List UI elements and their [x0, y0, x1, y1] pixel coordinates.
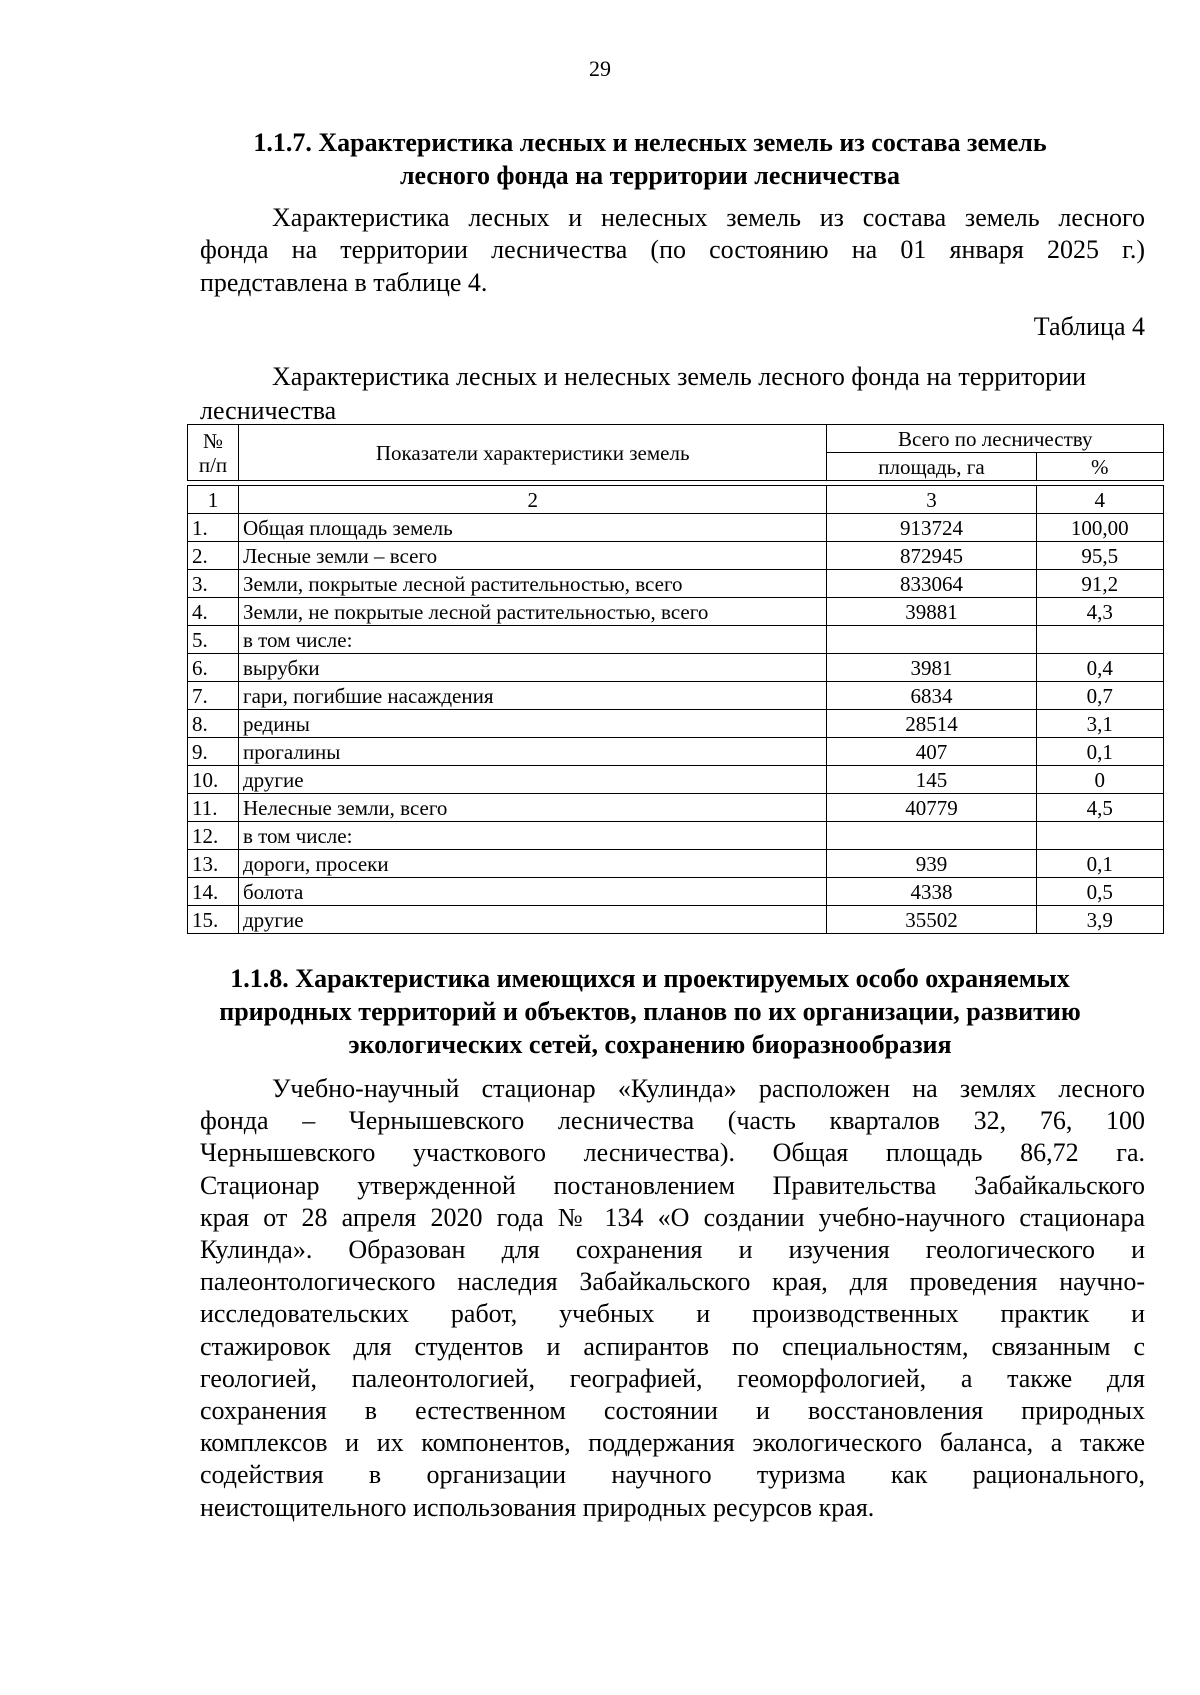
row-name: гари, погибшие насаждения [238, 682, 826, 710]
paragraph-line: представлена в таблице 4. [200, 267, 488, 297]
paragraph-line: Характеристика лесных и нелесных земель из состава земель лесного [272, 203, 1145, 232]
row-number: 8. [188, 710, 239, 738]
row-area: 3981 [827, 654, 1036, 682]
row-pct: 0,1 [1036, 738, 1164, 766]
paragraph-line: фонда – Чернышевского лесничества (часть кварталов 32, 76, 100 [200, 1106, 1145, 1136]
paragraph-line: неистощительного использования природных ресурсов края. [200, 1492, 875, 1522]
row-number: 1. [188, 514, 239, 542]
paragraph-line: геологией, палеонтологией, географией, геоморфологией, а также для [200, 1363, 1145, 1393]
paragraph-line: Чернышевского участкового лесничества). Общая площадь 86,72 га. [200, 1138, 1145, 1168]
section-1-paragraph [200, 202, 1145, 299]
paragraph-line: стажировок для студентов и аспирантов по специальностям, связанным с [200, 1331, 1145, 1361]
row-pct [1036, 626, 1164, 654]
header-name: Показатели характеристики земель [238, 425, 826, 481]
row-number: 6. [188, 654, 239, 682]
paragraph-line: Стационар утвержденной постановлением Правительства Забайкальского [200, 1170, 1145, 1200]
table-row [188, 654, 1164, 682]
header-pct: % [1036, 453, 1164, 481]
table-row [188, 906, 1164, 934]
paragraph-line: палеонтологического наследия Забайкальского края, для проведения научно- [200, 1267, 1145, 1297]
row-pct: 0,4 [1036, 654, 1164, 682]
row-area: 35502 [827, 906, 1036, 934]
row-number: 12. [188, 822, 239, 850]
row-pct: 95,5 [1036, 542, 1164, 570]
row-number: 14. [188, 878, 239, 906]
heading-line: 1.1.8. Характеристика имеющихся и проектируемых особо охраняемых [230, 964, 1070, 993]
row-pct: 3,9 [1036, 906, 1164, 934]
row-number: 11. [188, 794, 239, 822]
row-number: 5. [188, 626, 239, 654]
row-name: другие [238, 766, 826, 794]
header-total: Всего по лесничеству [827, 425, 1164, 453]
row-number: 7. [188, 682, 239, 710]
row-name: редины [238, 710, 826, 738]
table-row [188, 738, 1164, 766]
table-label: Таблица 4 [1033, 312, 1145, 341]
land-characteristics-table [187, 424, 1164, 934]
table-row [188, 626, 1164, 654]
table-row [188, 822, 1164, 850]
page-number: 29 [589, 56, 611, 81]
row-area [827, 626, 1036, 654]
row-name: прогалины [238, 738, 826, 766]
row-pct: 91,2 [1036, 570, 1164, 598]
header-num: № п/п [188, 425, 239, 481]
row-pct: 0,7 [1036, 682, 1164, 710]
row-area: 872945 [827, 542, 1036, 570]
row-pct [1036, 822, 1164, 850]
paragraph-line: Учебно-научный стационар «Кулинда» расположен на землях лесного [272, 1074, 1145, 1103]
section-2-paragraph [200, 1073, 1145, 1524]
paragraph-line: края от 28 апреля 2020 года № 134 «О создании учебно-научного стационара [200, 1202, 1145, 1232]
row-area: 939 [827, 850, 1036, 878]
row-name: в том числе: [238, 626, 826, 654]
table-row [188, 598, 1164, 626]
row-number: 9. [188, 738, 239, 766]
section-heading-1-1-8 [200, 962, 1100, 1061]
row-pct: 4,5 [1036, 794, 1164, 822]
row-area [827, 822, 1036, 850]
table-row [188, 542, 1164, 570]
section-heading-1-1-7 [200, 126, 1100, 192]
header-area: площадь, га [827, 453, 1036, 481]
row-area: 39881 [827, 598, 1036, 626]
row-pct: 4,3 [1036, 598, 1164, 626]
table-row [188, 682, 1164, 710]
row-area: 913724 [827, 514, 1036, 542]
column-number: 4 [1036, 486, 1164, 514]
row-pct: 100,00 [1036, 514, 1164, 542]
paragraph-line: исследовательских работ, учебных и производственных практик и [200, 1299, 1145, 1329]
table-row [188, 850, 1164, 878]
table-row [188, 710, 1164, 738]
row-number: 10. [188, 766, 239, 794]
paragraph-line: комплексов и их компонентов, поддержания экологического баланса, а также [200, 1428, 1145, 1458]
row-name: Лесные земли – всего [238, 542, 826, 570]
heading-line: природных территорий и объектов, планов по их организации, развитию [219, 997, 1081, 1026]
row-name: Нелесные земли, всего [238, 794, 826, 822]
row-pct: 0 [1036, 766, 1164, 794]
row-name: дороги, просеки [238, 850, 826, 878]
row-area: 6834 [827, 682, 1036, 710]
table-row [188, 570, 1164, 598]
table-body [188, 486, 1164, 934]
row-area: 145 [827, 766, 1036, 794]
column-number-row [188, 486, 1164, 514]
row-name: другие [238, 906, 826, 934]
row-area: 833064 [827, 570, 1036, 598]
column-number: 2 [238, 486, 826, 514]
row-name: в том числе: [238, 822, 826, 850]
table-caption [200, 360, 1145, 428]
row-area: 407 [827, 738, 1036, 766]
caption-line: лесничества [200, 396, 337, 425]
paragraph-line: Кулинда». Образован для сохранения и изучения геологического и [200, 1235, 1145, 1265]
table-row [188, 878, 1164, 906]
column-number: 1 [188, 486, 239, 514]
row-name: вырубки [238, 654, 826, 682]
row-number: 13. [188, 850, 239, 878]
row-area: 4338 [827, 878, 1036, 906]
table-row [188, 514, 1164, 542]
row-number: 15. [188, 906, 239, 934]
paragraph-line: содействия в организации научного туризма как рационального, [200, 1460, 1145, 1490]
row-name: Земли, покрытые лесной растительностью, всего [238, 570, 826, 598]
row-area: 40779 [827, 794, 1036, 822]
heading-line: 1.1.7. Характеристика лесных и нелесных земель из состава земель [253, 128, 1047, 157]
row-pct: 0,5 [1036, 878, 1164, 906]
row-name: Земли, не покрытые лесной растительностью, всего [238, 598, 826, 626]
heading-line: экологических сетей, сохранению биоразнообразия [348, 1030, 952, 1059]
row-number: 2. [188, 542, 239, 570]
row-pct: 3,1 [1036, 710, 1164, 738]
table-row [188, 794, 1164, 822]
row-name: болота [238, 878, 826, 906]
heading-line: лесного фонда на территории лесничества [399, 161, 901, 190]
row-pct: 0,1 [1036, 850, 1164, 878]
row-area: 28514 [827, 710, 1036, 738]
paragraph-line: фонда на территории лесничества (по состоянию на 01 января 2025 г.) [200, 235, 1145, 265]
row-number: 4. [188, 598, 239, 626]
row-number: 3. [188, 570, 239, 598]
paragraph-line: сохранения в естественном состоянии и восстановления природных [200, 1396, 1145, 1426]
column-number: 3 [827, 486, 1036, 514]
row-name: Общая площадь земель [238, 514, 826, 542]
caption-line: Характеристика лесных и нелесных земель лесного фонда на территории [272, 362, 1087, 391]
table-row [188, 766, 1164, 794]
